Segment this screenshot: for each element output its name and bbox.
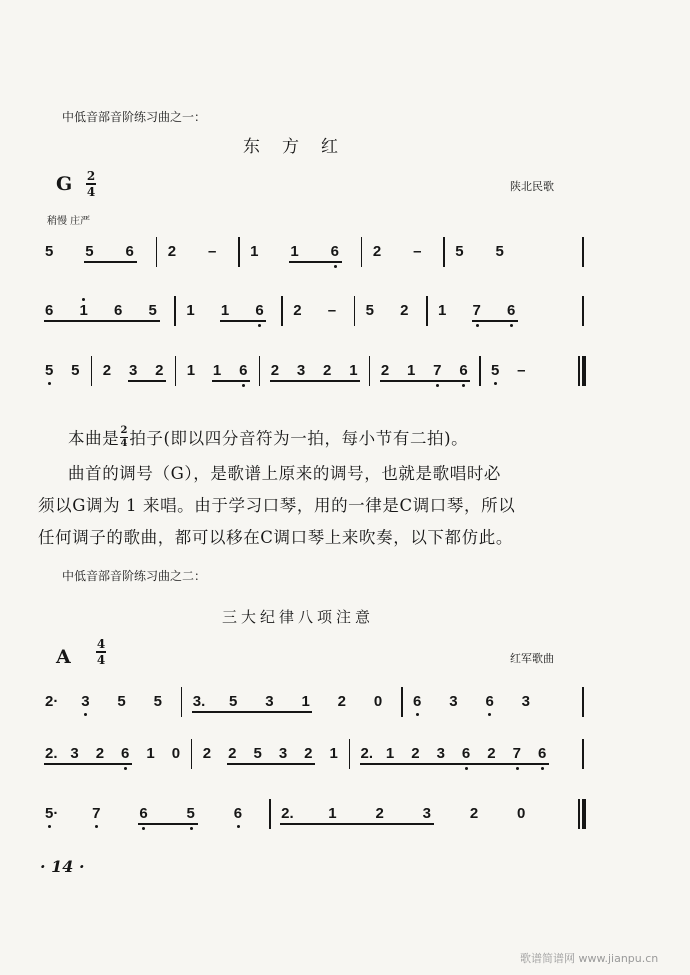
beam-underline: [44, 763, 132, 765]
tempo-marking: 稍慢 庄严: [47, 216, 91, 227]
low-octave-dot: [334, 265, 337, 268]
beam-underline: [138, 823, 197, 825]
low-octave-dot: [242, 384, 245, 387]
note: 3: [81, 693, 90, 710]
barline: [156, 237, 158, 267]
note: 3.: [192, 693, 206, 710]
barline: [269, 799, 271, 829]
low-octave-dot: [416, 713, 419, 716]
low-octave-dot: [190, 827, 193, 830]
beam-underline: [227, 763, 315, 765]
time-sig-bottom: 4: [86, 184, 96, 199]
barline: [582, 687, 584, 717]
note: 7: [92, 805, 101, 822]
low-octave-dot: [476, 324, 479, 327]
note: 2: [167, 243, 177, 260]
note: 2: [411, 745, 420, 762]
barline: [582, 739, 584, 769]
final-barline-thin: [578, 799, 580, 829]
note: 6: [255, 302, 264, 319]
sustain-dash: –: [517, 362, 526, 379]
note: 2: [372, 243, 382, 260]
song-origin-2: 红军歌曲: [510, 652, 554, 665]
time-sig-bottom: 4: [96, 652, 106, 667]
note: 2: [155, 362, 164, 379]
note: 3: [278, 745, 288, 762]
time-signature-1: [86, 170, 96, 198]
low-octave-dot: [494, 382, 497, 385]
note: 2: [323, 362, 332, 379]
low-octave-dot: [48, 382, 51, 385]
beam-underline: [84, 261, 136, 263]
note: 3: [296, 362, 306, 379]
note: 0: [373, 693, 383, 710]
note: 6: [507, 302, 516, 319]
note: 6: [45, 302, 54, 319]
barline: [238, 237, 240, 267]
note: 1: [290, 243, 299, 260]
note: 6: [239, 362, 248, 379]
watermark: 歌谱简谱网 www.jianpu.cn: [520, 952, 659, 965]
barline: [181, 687, 183, 717]
barline: [349, 739, 351, 769]
note: 1: [220, 302, 230, 319]
song-title-2: 三大纪律八项注意: [222, 608, 375, 626]
note: 2.: [360, 745, 374, 762]
note: 1: [328, 805, 337, 822]
note: 5: [45, 362, 54, 379]
low-octave-dot: [258, 324, 261, 327]
note: 6: [125, 243, 134, 260]
note: 5: [455, 243, 464, 260]
note: 2: [270, 362, 280, 379]
note: 1: [438, 302, 447, 319]
beam-underline: [128, 380, 166, 382]
explanation-line-2: 曲首的调号（G），是歌谱上原来的调号，也就是歌唱时必: [68, 464, 502, 483]
note: 2: [293, 302, 302, 319]
sustain-dash: –: [413, 243, 422, 260]
low-octave-dot: [124, 767, 127, 770]
barline: [191, 739, 193, 769]
barline: [281, 296, 283, 326]
note: 1: [407, 362, 416, 379]
note: 5: [45, 243, 54, 260]
note: 2.: [281, 805, 294, 822]
note: 5: [85, 243, 94, 260]
note: 1: [186, 362, 196, 379]
low-octave-dot: [436, 384, 439, 387]
note: 0: [517, 805, 526, 822]
note: 1: [79, 302, 88, 319]
note: 3: [128, 362, 138, 379]
low-octave-dot: [48, 825, 51, 828]
note: 2: [487, 745, 496, 762]
note: 3: [436, 745, 445, 762]
barline: [369, 356, 371, 386]
note: 6: [459, 362, 468, 379]
note: 5: [186, 805, 195, 822]
note: 6: [537, 745, 547, 762]
note: 3: [70, 745, 79, 762]
note: 3: [521, 693, 531, 710]
barline: [582, 296, 584, 326]
note: 6: [139, 805, 148, 822]
barline: [361, 237, 363, 267]
note: 1: [250, 243, 259, 260]
note: 7: [472, 302, 481, 319]
low-octave-dot: [541, 767, 544, 770]
barline: [426, 296, 428, 326]
note: 2: [102, 362, 112, 379]
note: 5: [117, 693, 126, 710]
key-signature-2: A: [56, 646, 71, 668]
note: 5: [490, 362, 500, 379]
time-sig-top: 4: [96, 637, 106, 651]
final-barline: [582, 799, 586, 829]
note: 2: [95, 745, 105, 762]
beam-underline: [44, 320, 160, 322]
low-octave-dot: [488, 713, 491, 716]
low-octave-dot: [516, 767, 519, 770]
barline: [479, 356, 481, 386]
exercise-2-label: 中低音部音阶练习曲之二：: [62, 569, 207, 583]
note: 2: [304, 745, 313, 762]
note: 2: [375, 805, 384, 822]
song-origin-1: 陕北民歌: [510, 180, 554, 193]
beam-underline: [380, 380, 471, 382]
exercise-1-label: 中低音部音阶练习曲之一：: [62, 110, 207, 124]
note: 5: [71, 362, 80, 379]
barline: [174, 296, 176, 326]
note: 2: [400, 302, 409, 319]
note: 5: [153, 693, 162, 710]
barline: [443, 237, 445, 267]
note: 1: [329, 745, 338, 762]
beam-underline: [360, 763, 549, 765]
note: 7: [433, 362, 442, 379]
low-octave-dot: [462, 384, 465, 387]
beam-underline: [212, 380, 250, 382]
note: 6: [413, 693, 422, 710]
note: 1: [146, 745, 155, 762]
low-octave-dot: [95, 825, 98, 828]
barline: [175, 356, 177, 386]
explanation-line-1: 本曲是 $\frac{2}{4}$ 拍子(即以四分音符为一拍，每小节有二拍)。: [68, 424, 469, 450]
barline: [91, 356, 93, 386]
note: 1: [301, 693, 310, 710]
high-octave-dot: [82, 298, 85, 301]
explanation-line-3: 须以G调为 1 来唱。由于学习口琴，用的一律是C调口琴，所以: [38, 496, 516, 515]
note: 2: [202, 745, 212, 762]
page-number: · 14 ·: [40, 857, 85, 876]
note: 6: [485, 693, 494, 710]
low-octave-dot: [510, 324, 513, 327]
note: 3: [422, 805, 431, 822]
explanation-line-4: 任何调子的歌曲，都可以移在C调口琴上来吹奏，以下都仿此。: [38, 528, 513, 547]
note: 2.: [45, 745, 58, 762]
note: 2: [228, 745, 237, 762]
note: 5: [365, 302, 374, 319]
note: 1: [349, 362, 358, 379]
sustain-dash: –: [327, 302, 337, 319]
note: 6: [121, 745, 130, 762]
note: 2·: [45, 693, 59, 710]
low-octave-dot: [237, 825, 240, 828]
note: 6: [330, 243, 339, 260]
time-signature-2: [96, 638, 106, 666]
beam-underline: [289, 261, 341, 263]
low-octave-dot: [84, 713, 87, 716]
low-octave-dot: [465, 767, 468, 770]
note: 5: [253, 745, 262, 762]
song-title-1: 东方红: [243, 137, 360, 157]
note: 0: [171, 745, 181, 762]
note: 2: [380, 362, 390, 379]
inline-time-fraction: $\frac{2}{4}$: [120, 424, 129, 450]
note: 5·: [45, 805, 59, 822]
beam-underline: [270, 380, 361, 382]
beam-underline: [472, 320, 519, 322]
note: 5: [495, 243, 504, 260]
note: 2: [337, 693, 346, 710]
barline: [354, 296, 356, 326]
barline: [401, 687, 403, 717]
beam-underline: [220, 320, 267, 322]
sustain-dash: –: [207, 243, 217, 260]
note: 2: [469, 805, 479, 822]
key-signature-1: G: [56, 173, 73, 195]
note: 3: [265, 693, 274, 710]
barline: [582, 237, 584, 267]
note: 1: [212, 362, 222, 379]
note: 7: [512, 745, 521, 762]
note: 1: [385, 745, 395, 762]
low-octave-dot: [142, 827, 145, 830]
note: 5: [148, 302, 157, 319]
note: 1: [186, 302, 195, 319]
note: 6: [114, 302, 123, 319]
beam-underline: [280, 823, 434, 825]
time-sig-top: 2: [86, 169, 96, 183]
final-barline-thin: [578, 356, 580, 386]
beam-underline: [192, 711, 313, 713]
note: 3: [449, 693, 458, 710]
final-barline: [582, 356, 586, 386]
note: 5: [229, 693, 238, 710]
note: 6: [461, 745, 471, 762]
note: 6: [233, 805, 243, 822]
barline: [259, 356, 261, 386]
